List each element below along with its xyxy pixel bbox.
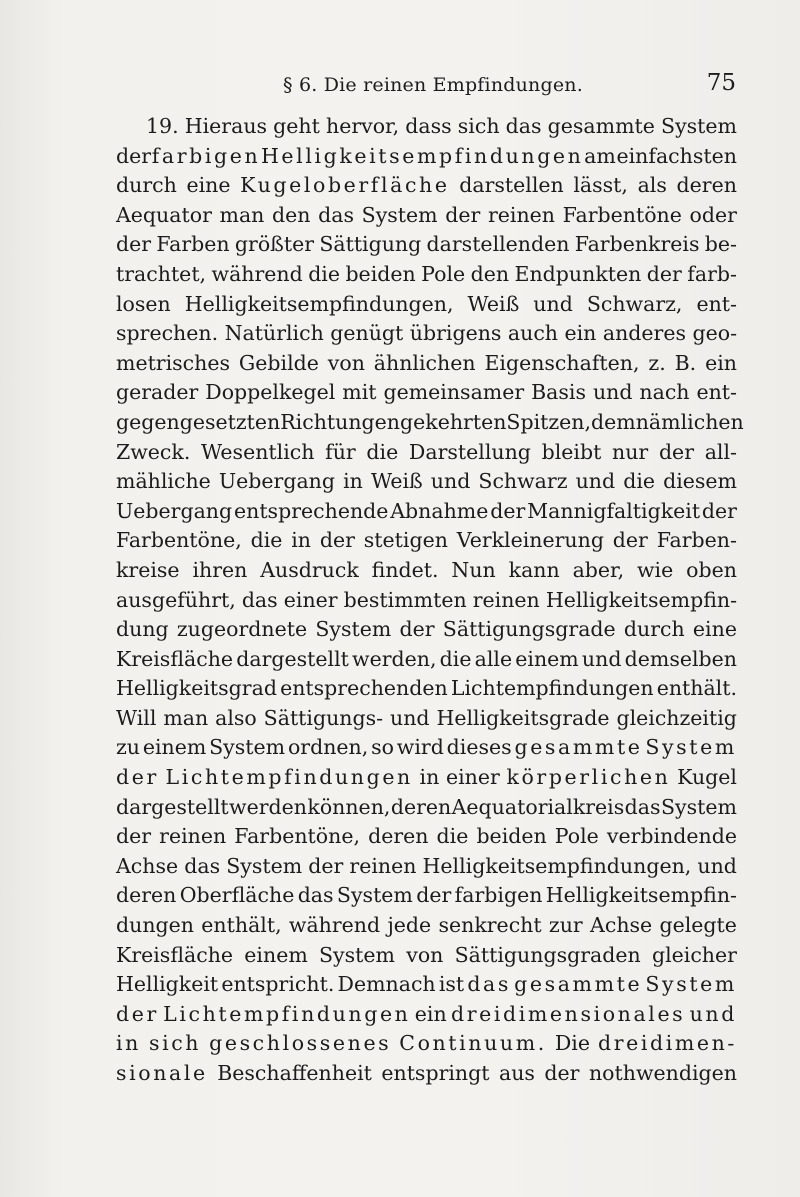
word: mähliche [116, 469, 211, 494]
word: alle [474, 646, 513, 671]
word: zu [116, 735, 141, 760]
word: die [250, 528, 283, 553]
word: sprechen. [116, 321, 219, 346]
word: Spitzen, [506, 409, 592, 434]
word: findet. [371, 557, 439, 582]
spaced-word: System [645, 972, 737, 997]
word: Aequator [116, 202, 212, 227]
word: Endpunkten [514, 261, 642, 286]
text-line [116, 795, 737, 825]
word: einfachsten [616, 143, 737, 168]
word: während [288, 913, 381, 938]
word: Die [554, 1031, 590, 1056]
text-line [116, 1031, 737, 1061]
word: entsprechenden [280, 676, 448, 701]
word: Oberfläche [179, 883, 295, 908]
word: verbindende [606, 824, 737, 849]
word: der [612, 528, 648, 553]
word: der [701, 498, 737, 523]
word: der [646, 261, 682, 286]
word: in [419, 765, 440, 790]
word: genügt [330, 321, 404, 346]
word: deren [390, 794, 452, 819]
word: demselben [624, 646, 737, 671]
word: Sättigungs- [263, 705, 384, 730]
word: System [661, 114, 737, 138]
word: Farben [156, 232, 230, 257]
spaced-word: System [645, 735, 737, 760]
word: Helligkeitsempfindungen, [184, 291, 454, 316]
text-line [116, 558, 737, 588]
text-line [116, 380, 737, 410]
word: farbigen [454, 883, 543, 908]
word: übrigens [409, 321, 502, 346]
word: einem [515, 646, 579, 671]
word: gegengesetzten [116, 409, 281, 434]
word: Uebergang [218, 469, 336, 494]
word: Zweck. [116, 439, 191, 464]
word: Doppelkegel [205, 380, 336, 405]
text-line [116, 824, 737, 854]
word: dieses [446, 735, 512, 760]
spaced-word: in [116, 1031, 141, 1056]
word: Pole [421, 261, 466, 286]
word: reinen [472, 587, 540, 612]
word: der [319, 528, 355, 553]
word: die [436, 824, 469, 849]
word: ist [438, 972, 465, 997]
word: nur [612, 439, 649, 464]
word: können, [307, 794, 391, 819]
word: Helligkeitsempfin- [545, 587, 737, 612]
word: Nun [451, 557, 496, 582]
text-line [116, 440, 737, 470]
word: Basis [531, 380, 586, 405]
word: trachtet, [116, 261, 207, 286]
word: Farbenkreis [574, 232, 700, 257]
word: Pole [554, 824, 599, 849]
word: ähnlichen [373, 350, 476, 375]
word: Farbentöne [562, 202, 682, 227]
page-number: 75 [706, 70, 736, 96]
word: System [209, 735, 286, 760]
word: größter [234, 232, 315, 257]
word: werden, [352, 646, 437, 671]
word: die [366, 439, 399, 464]
word: dargestellt [236, 646, 349, 671]
word: ent- [696, 291, 737, 316]
word: Richtungen [280, 409, 401, 434]
word: Ausdruck [260, 557, 359, 582]
word: deren [368, 824, 429, 849]
word: so [371, 735, 394, 760]
word: Kugel [677, 765, 737, 790]
word: den [272, 202, 311, 227]
text-line [116, 528, 737, 558]
word: die [623, 469, 656, 494]
word: man [219, 202, 265, 227]
word: während [211, 261, 303, 286]
word: Helligkeitsgrad [116, 676, 277, 701]
word: gekehrten [400, 409, 507, 434]
spaced-word: Kugeloberfläche [240, 173, 450, 198]
word: der [116, 824, 152, 849]
spaced-word: und [689, 1001, 737, 1026]
word: jede [387, 913, 432, 938]
text-line [116, 706, 737, 736]
word: B. [674, 350, 697, 375]
word: geht [273, 114, 320, 138]
word: Hieraus [184, 114, 268, 138]
word: aber, [572, 557, 625, 582]
word: der [399, 617, 435, 642]
word: Darstellung [408, 439, 531, 464]
word: und [592, 380, 633, 405]
word: oder [689, 202, 737, 227]
word: Natürlich [224, 321, 324, 346]
text-line [116, 262, 737, 292]
word: hervor, [326, 114, 400, 138]
text-line [116, 409, 744, 440]
word: Helligkeitsempfindungen, [422, 853, 692, 878]
word: den [470, 261, 510, 286]
word: geo- [692, 321, 737, 346]
spaced-word: der [116, 1001, 159, 1026]
word: reinen [349, 853, 417, 878]
text-line [116, 972, 737, 1002]
word: entspricht. [221, 972, 335, 997]
spaced-word: Helligkeitsempfindungen [260, 143, 584, 168]
word: Wesentlich [201, 439, 315, 464]
spaced-word: dreidimen- [597, 1031, 737, 1056]
word: nothwendigen [588, 1061, 737, 1085]
word: z. [648, 350, 666, 375]
word: Gebilde [238, 350, 319, 375]
word: und [575, 469, 616, 494]
word: ein [414, 1001, 447, 1026]
text-line [116, 203, 737, 233]
text-line [116, 1002, 737, 1032]
text-line [116, 854, 737, 884]
word: Farbentöne, [234, 824, 360, 849]
word: ordnen, [287, 735, 369, 760]
word: wird [396, 735, 444, 760]
word: Weiß [467, 291, 520, 316]
word: stetigen [363, 528, 448, 553]
word: und [390, 705, 430, 730]
word: das [241, 587, 278, 612]
word: ein [564, 321, 597, 346]
text-line [116, 321, 737, 351]
word: Lichtempfindungen [450, 676, 654, 701]
word: eine [186, 173, 231, 198]
word: in [343, 469, 363, 494]
word: Weiß [370, 469, 423, 494]
word: System [226, 853, 303, 878]
word: farb- [687, 261, 737, 286]
running-head: § 6. Die reinen Empfindungen. [283, 74, 583, 96]
word: Sättigungsgrade [442, 617, 616, 642]
word: all- [704, 439, 737, 464]
text-line [116, 617, 737, 647]
word: Farbentöne, [116, 528, 242, 553]
text-line [116, 676, 737, 706]
word: der [116, 143, 152, 168]
word: ihren [192, 557, 248, 582]
word: durch [623, 617, 685, 642]
word: der [308, 853, 344, 878]
word: Helligkeit [116, 972, 219, 997]
word: gleichzeitig [616, 705, 737, 730]
spaced-word: das [467, 972, 511, 997]
word: am [584, 143, 616, 168]
word: Demnach [337, 972, 436, 997]
word: man [163, 705, 209, 730]
word: aus [498, 1061, 535, 1085]
page-header [116, 70, 736, 100]
word: darstellenden [426, 232, 570, 257]
word: also [215, 705, 257, 730]
word: oben [686, 557, 737, 582]
text-line [116, 499, 737, 529]
word: einer [283, 587, 338, 612]
word: System [660, 794, 737, 819]
spaced-word: Continuum. [399, 1031, 547, 1056]
word: entspringt [381, 1061, 490, 1085]
word: darstellen [459, 173, 564, 198]
word: gelegte [659, 913, 737, 938]
word: System [336, 883, 413, 908]
word: ausgeführt, [116, 587, 236, 612]
word: der [658, 439, 694, 464]
word: zur [548, 913, 583, 938]
word: wie [637, 557, 674, 582]
spaced-word: dreidimensionales [450, 1001, 686, 1026]
spaced-word: farbigen [151, 143, 261, 168]
word: auch [507, 321, 559, 346]
spaced-word: der [116, 765, 159, 790]
word: kann [508, 557, 560, 582]
word: der [544, 1061, 580, 1085]
text-line [116, 913, 737, 943]
word: dung [116, 617, 169, 642]
word: System [315, 617, 392, 642]
word: und [533, 291, 573, 316]
word: lässt, [573, 173, 628, 198]
word: der [445, 202, 481, 227]
word: dargestellt [116, 794, 229, 819]
word: Farben- [656, 528, 737, 553]
word: System [361, 202, 438, 227]
word: dem [591, 409, 636, 434]
text-line [116, 292, 737, 322]
text-line [116, 735, 737, 765]
word: gerader [116, 380, 199, 405]
text-line [116, 943, 737, 973]
word: Abnahme [390, 498, 489, 523]
word: und [581, 646, 622, 671]
word: deren [676, 173, 737, 198]
word: Beschaffenheit [217, 1061, 372, 1085]
word: das [318, 202, 355, 227]
word: Eigenschaften, [484, 350, 640, 375]
word: System [319, 942, 395, 967]
word: beiden [476, 824, 547, 849]
word: von [327, 350, 365, 375]
word: eine [692, 617, 737, 642]
word: und [430, 469, 471, 494]
spaced-word: körperlichen [506, 765, 671, 790]
word: Kreisfläche [116, 646, 234, 671]
text-line [116, 765, 737, 795]
word: Sättigung [319, 232, 422, 257]
text-line [116, 351, 737, 381]
word: enthält, [201, 913, 282, 938]
word: der [490, 498, 526, 523]
word: gemeinsamer [383, 380, 525, 405]
word: von [406, 942, 444, 967]
word: enthält. [656, 676, 737, 701]
word: deren [116, 883, 177, 908]
word: Kreisfläche [116, 942, 234, 967]
word: und [697, 853, 737, 878]
word: beiden [345, 261, 416, 286]
word: das [624, 794, 661, 819]
word: Achse [590, 913, 653, 938]
word: durch [116, 173, 177, 198]
word: losen [116, 291, 171, 316]
word: das [297, 883, 334, 908]
spaced-word: geschlossenes [209, 1031, 392, 1056]
word: Sättigungsgraden [454, 942, 641, 967]
word: Schwarz, [586, 291, 683, 316]
word: mit [342, 380, 377, 405]
body-text [116, 114, 744, 1091]
word: diesem [663, 469, 737, 494]
word: gesammte [547, 114, 655, 138]
word: senkrecht [438, 913, 542, 938]
word: zugeordnete [176, 617, 308, 642]
word: Helligkeitsempfin- [545, 883, 737, 908]
word: 19. [146, 114, 179, 138]
word: dungen [116, 913, 194, 938]
text-line [116, 173, 737, 203]
word: sich [457, 114, 500, 138]
spaced-word: sionale [116, 1061, 208, 1085]
word: die [439, 646, 472, 671]
spaced-word: Lichtempfindungen [165, 765, 413, 790]
word: metrisches [116, 350, 231, 375]
word: nach [639, 380, 690, 405]
word: Will [116, 705, 157, 730]
word: Verkleinerung [456, 528, 604, 553]
word: kreise [116, 557, 180, 582]
word: Mannigfaltigkeit [527, 498, 701, 523]
word: bestimmten [343, 587, 467, 612]
word: die [308, 261, 340, 286]
spaced-word: sich [148, 1031, 202, 1056]
word: in [291, 528, 312, 553]
word: anderes [602, 321, 686, 346]
word: dass [405, 114, 452, 138]
text-line [116, 232, 737, 262]
word: Schwarz [478, 469, 568, 494]
word: einem [244, 942, 308, 967]
word: Achse [116, 853, 179, 878]
word: Aequatorialkreis [451, 794, 625, 819]
word: gleicher [651, 942, 737, 967]
word: bleibt [541, 439, 602, 464]
word: der [116, 232, 152, 257]
word: einem [142, 735, 207, 760]
word: für [325, 439, 356, 464]
word: nämlichen [635, 409, 744, 434]
word: das [505, 114, 542, 138]
word: reinen [159, 824, 227, 849]
word: einer [445, 765, 500, 790]
text-line [116, 883, 737, 913]
text-line [116, 588, 737, 618]
word: ent- [696, 380, 737, 405]
text-line [116, 144, 737, 174]
text-line [116, 647, 737, 677]
word: das [184, 853, 221, 878]
word: ein [705, 350, 737, 375]
word: werden [229, 794, 307, 819]
spaced-word: Lichtempfindungen [163, 1001, 411, 1026]
word: der [416, 883, 452, 908]
word: be- [704, 232, 737, 257]
word: Uebergang [116, 498, 233, 523]
text-line [116, 114, 737, 144]
word: entsprechende [233, 498, 389, 523]
spaced-word: gesammte [514, 735, 643, 760]
word: reinen [487, 202, 555, 227]
spaced-word: gesammte [514, 972, 643, 997]
text-line [116, 1061, 737, 1091]
text-line [116, 469, 737, 499]
word: als [637, 173, 667, 198]
word: Helligkeitsgrade [436, 705, 610, 730]
